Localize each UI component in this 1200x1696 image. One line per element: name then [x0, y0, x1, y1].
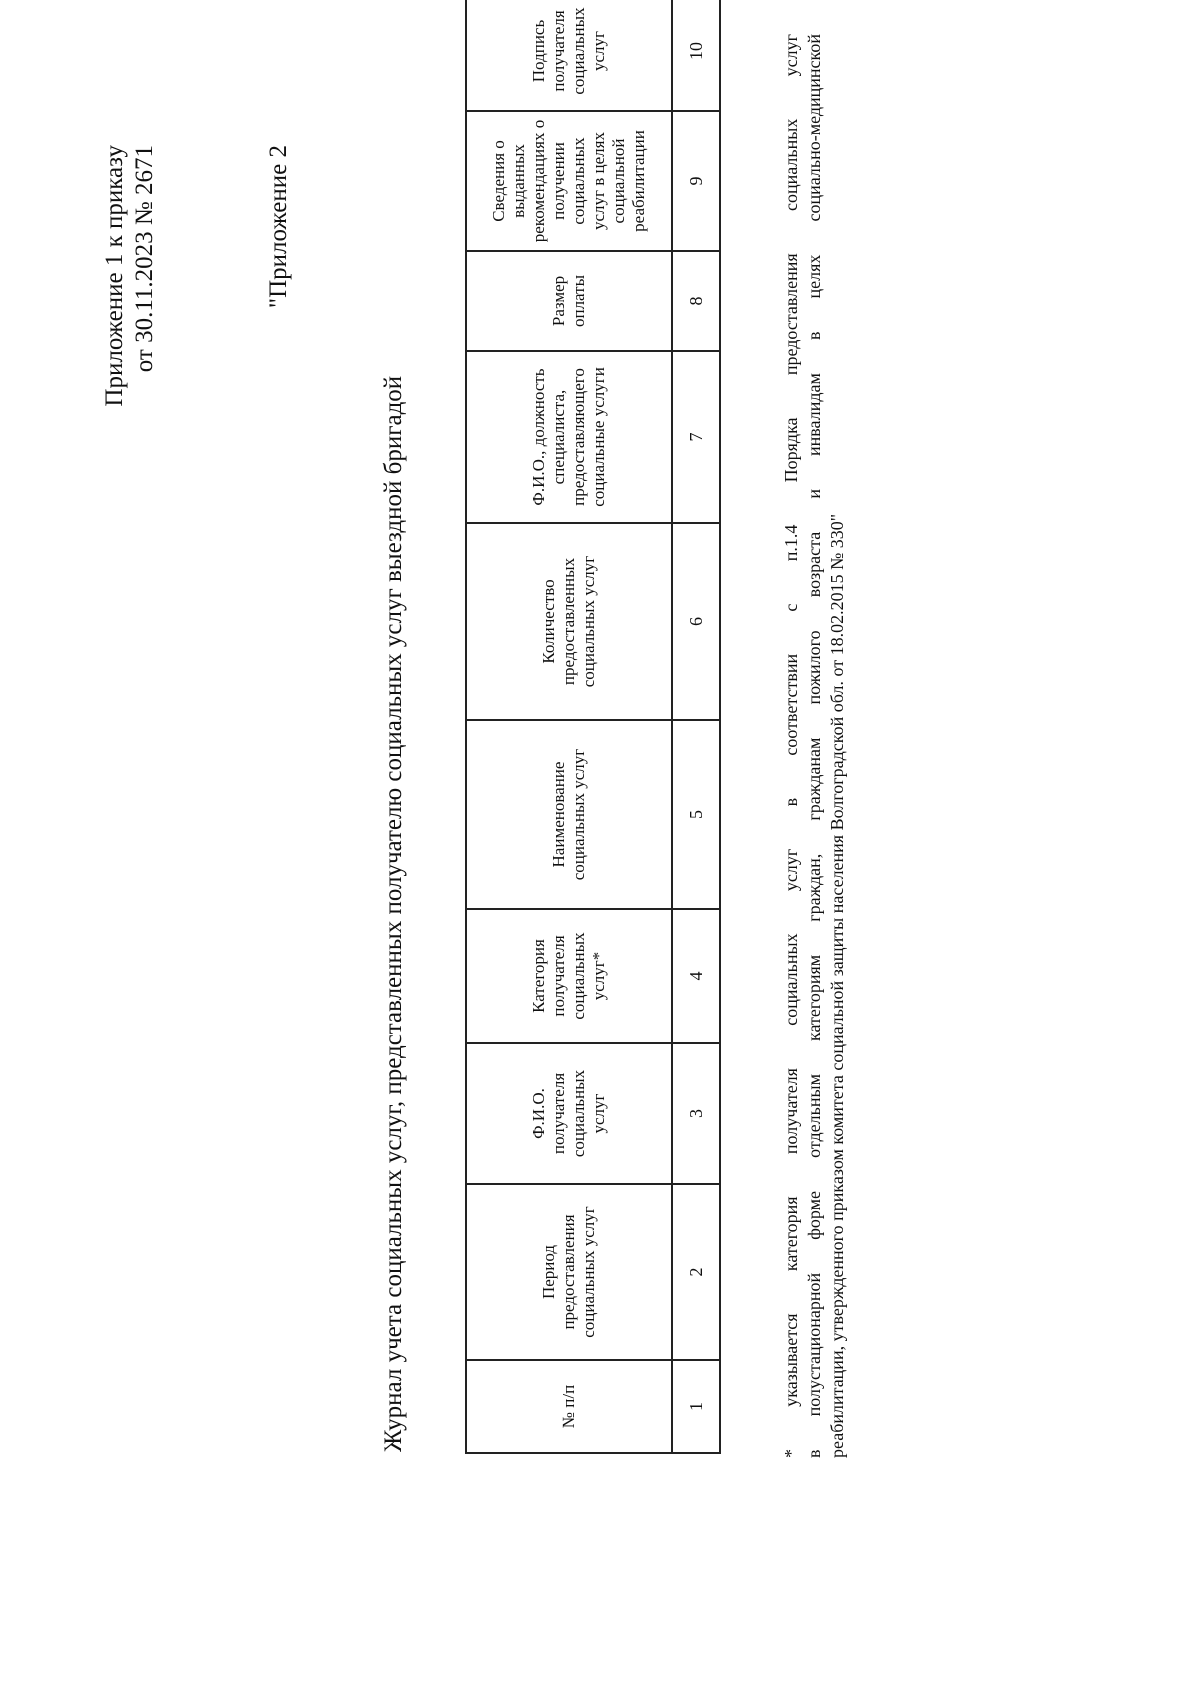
column-header: № п/п — [466, 1360, 672, 1453]
column-header: Количество предоставленных социальных услуг — [466, 523, 672, 720]
column-number: 1 — [672, 1360, 720, 1453]
order-reference — [100, 145, 160, 407]
journal-table — [465, 0, 721, 1454]
footnote-line-3: реабилитации, утвержденного приказом комитета социальной защиты населения Волгоградской обл. от 18.02.2015 № 330" — [827, 513, 847, 1458]
footnote — [780, 34, 849, 1458]
column-header: Наименование социальных услуг — [466, 720, 672, 909]
column-header: Размер оплаты — [466, 251, 672, 351]
column-header: Ф.И.О. получателя социальных услуг — [466, 1043, 672, 1184]
order-reference-line1: Приложение 1 к приказу — [101, 145, 128, 407]
document-title: Журнал учета социальных услуг, представленных получателю социальных услуг выездной бригадой — [380, 375, 407, 1452]
column-number: 2 — [672, 1184, 720, 1360]
column-number: 4 — [672, 909, 720, 1043]
column-number: 5 — [672, 720, 720, 909]
column-number: 9 — [672, 111, 720, 251]
table-header-row — [466, 0, 672, 1453]
column-number: 10 — [672, 0, 720, 111]
footnote-line-2: в полустационарной форме отдельным категориям граждан, гражданам пожилого возраста и инвалидам в целях социально-медицинской — [804, 34, 824, 1458]
column-header: Ф.И.О., должность специалиста, предоставляющего социальные услуги — [466, 351, 672, 523]
footnote-line-1: * указывается категория получателя социальных услуг в соответствии с п.1.4 Порядка предоставления социальных услуг — [781, 34, 801, 1458]
appendix-label: "Приложение 2 — [265, 145, 292, 309]
column-header: Подпись получателя социальных услуг — [466, 0, 672, 111]
column-number: 6 — [672, 523, 720, 720]
table-number-row — [672, 0, 720, 1453]
column-header: Период предоставления социальных услуг — [466, 1184, 672, 1360]
column-header: Сведения о выданных рекомендациях о получении социальных услуг в целях социальной реабилитации — [466, 111, 672, 251]
column-number: 8 — [672, 251, 720, 351]
column-number: 7 — [672, 351, 720, 523]
column-number: 3 — [672, 1043, 720, 1184]
order-reference-line2: от 30.11.2023 № 2671 — [131, 145, 158, 373]
column-header: Категория получателя социальных услуг* — [466, 909, 672, 1043]
